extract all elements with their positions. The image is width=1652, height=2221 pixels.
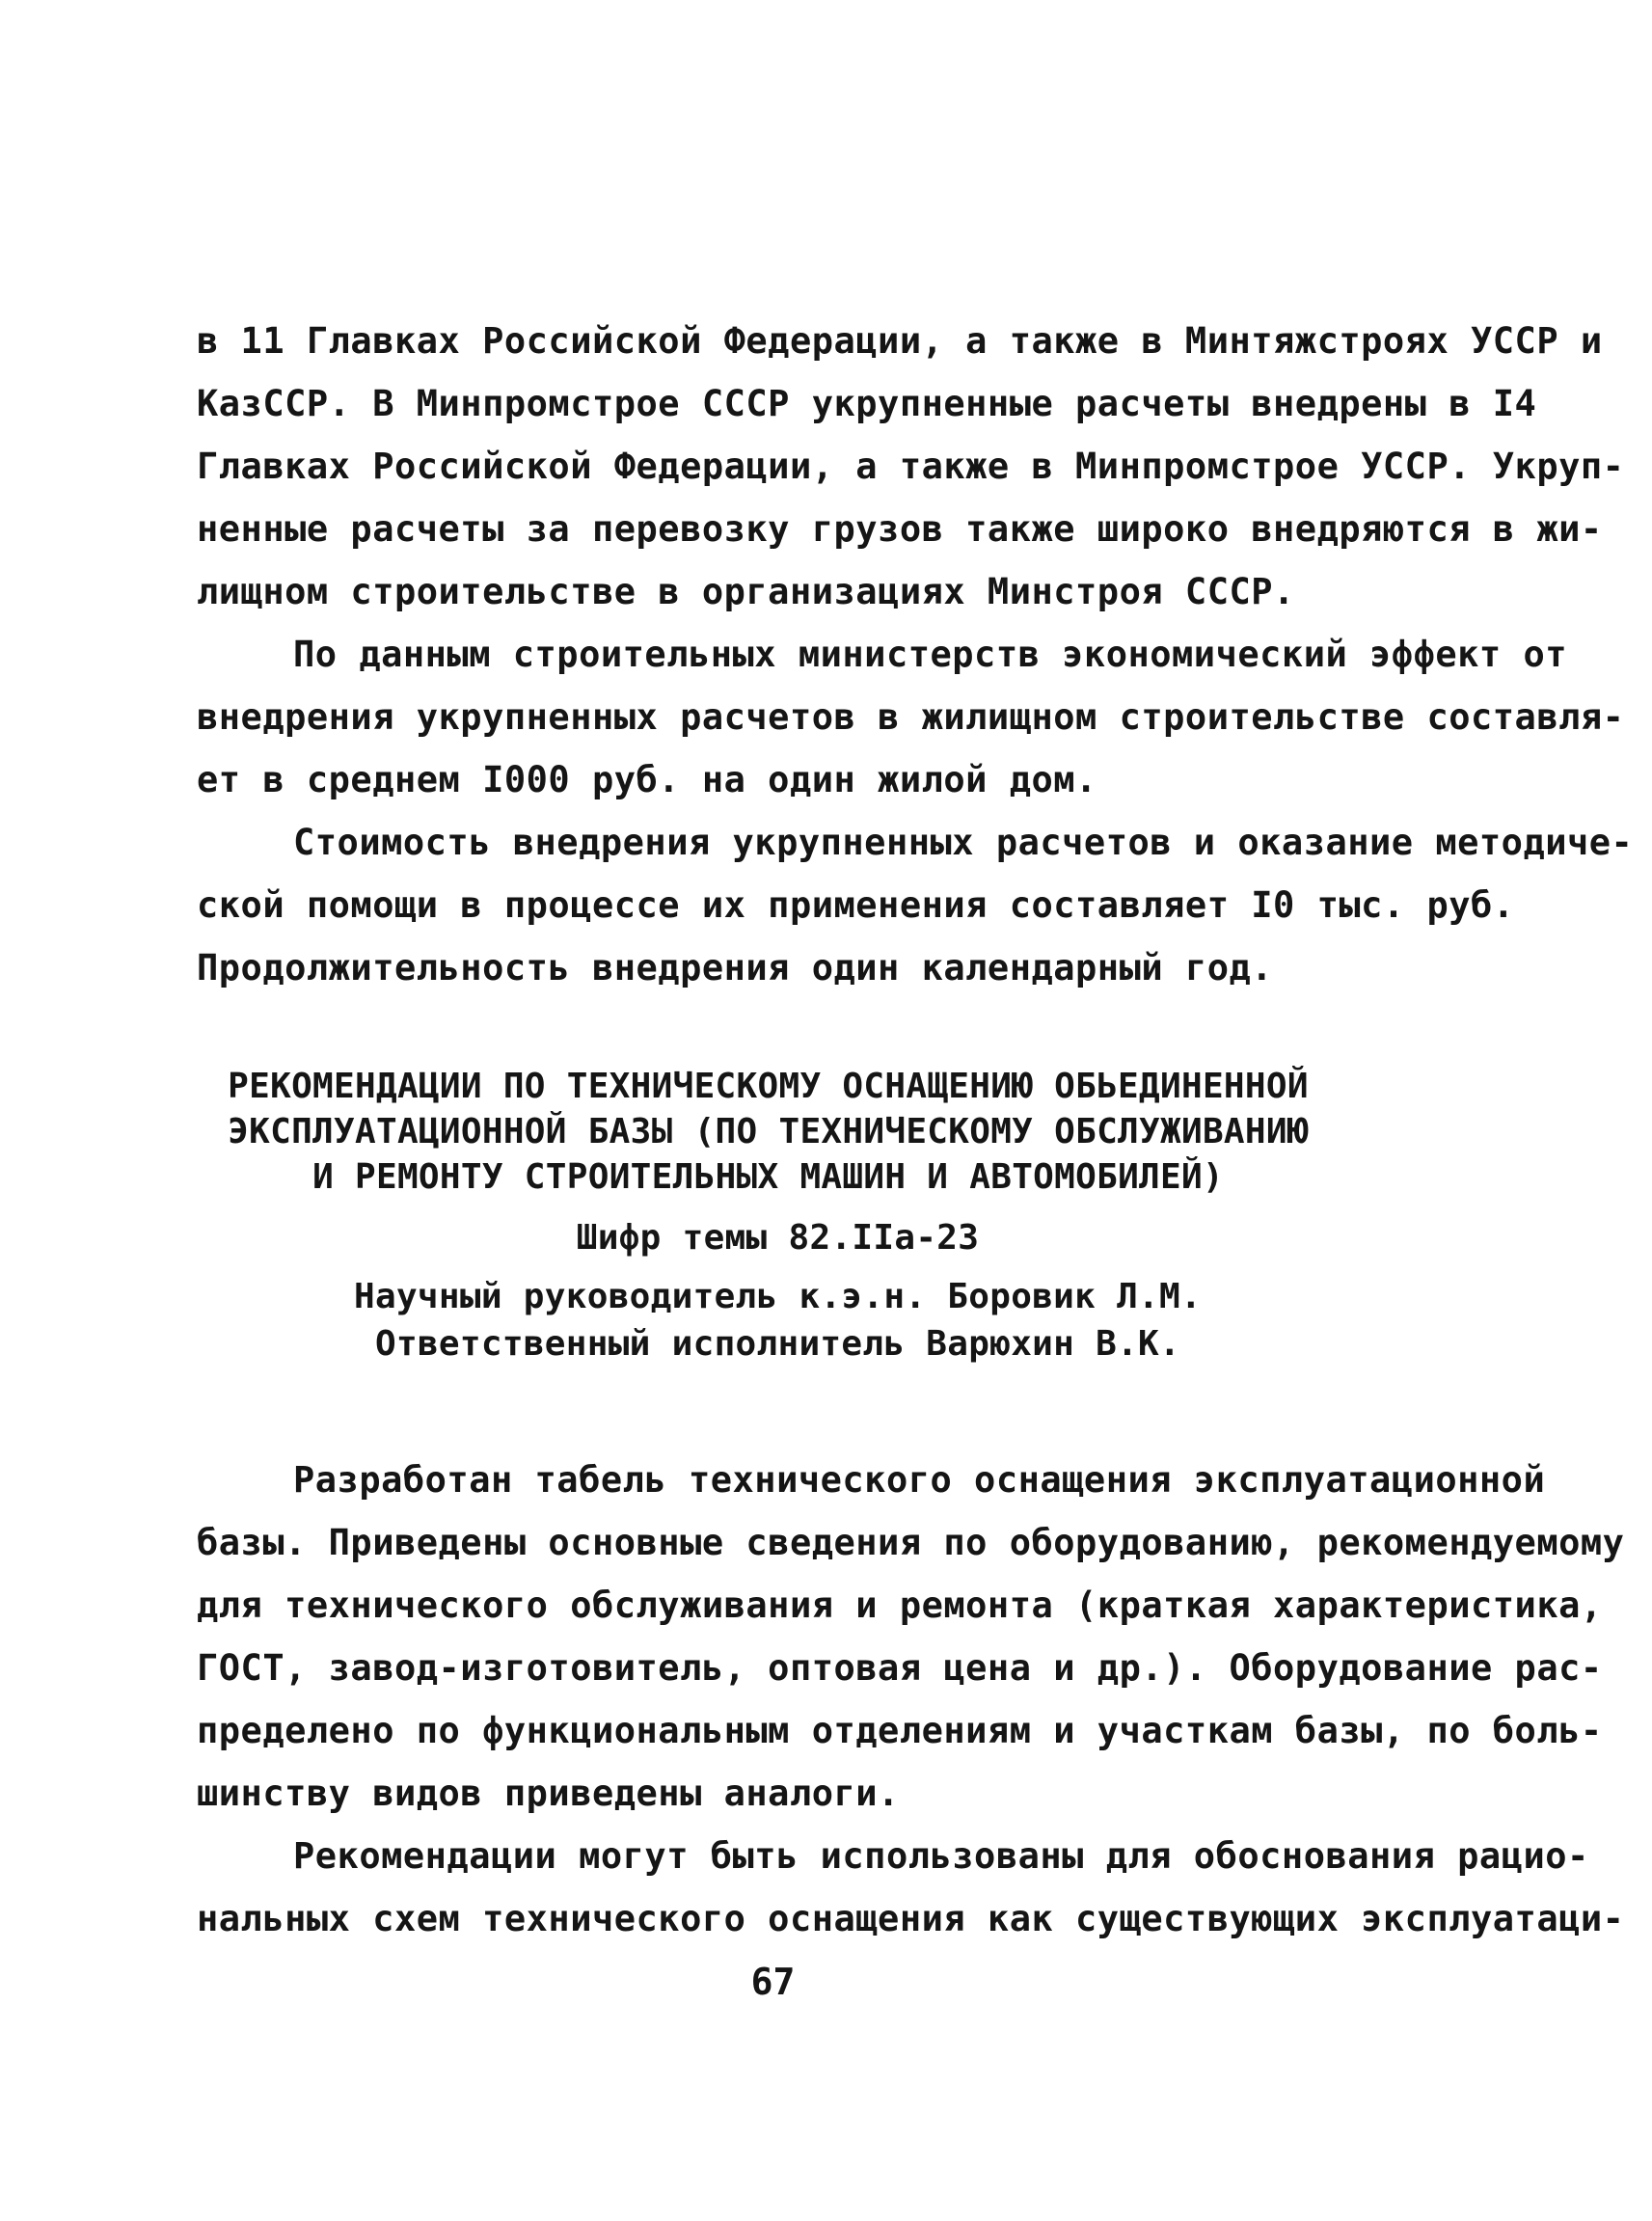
text-line: ской помощи в процессе их применения составляет I0 тыс. руб.	[197, 884, 1515, 926]
text-line: нальных схем технического оснащения как существующих эксплуатаци-	[197, 1898, 1625, 1939]
text-line: Рекомендации могут быть использованы для обоснования рацио-	[293, 1835, 1589, 1877]
text-line: в 11 Главках Российской Федерации, а также в Минтяжстроях УССР и	[197, 320, 1603, 362]
text-line: базы. Приведены основные сведения по оборудованию, рекомендуемому	[197, 1522, 1625, 1563]
text-line: Продолжительность внедрения один календарный год.	[197, 947, 1274, 989]
text-line: шинству видов приведены аналоги.	[197, 1773, 900, 1814]
text-line: Стоимость внедрения укрупненных расчетов и оказание методиче-	[293, 822, 1634, 863]
text-line: Разработан табель технического оснащения эксплуатационной	[293, 1459, 1546, 1501]
text-line: внедрения укрупненных расчетов в жилищном строительстве составля-	[197, 696, 1625, 738]
text-line: пределено по функциональным отделениям и участкам базы, по боль-	[197, 1710, 1603, 1751]
page-number: 67	[750, 1961, 796, 2003]
text-line: КазССР. В Минпромстрое СССР укрупненные расчеты внедрены в I4	[197, 383, 1537, 424]
text-line: ненные расчеты за перевозку грузов также широко внедряются в жи-	[197, 508, 1603, 550]
section-title-line: ЭКСПЛУАТАЦИОННОЙ БАЗЫ (ПО ТЕХНИЧЕСКОМУ ОБСЛУЖИВАНИЮ	[228, 1112, 1309, 1151]
section-title-line: И РЕМОНТУ СТРОИТЕЛЬНЫХ МАШИН И АВТОМОБИЛЕЙ)	[312, 1157, 1224, 1197]
theme-cipher: Шифр темы 82.IIа-23	[576, 1218, 980, 1258]
text-line: По данным строительных министерств экономический эффект от	[293, 634, 1568, 675]
text-line: ет в среднем I000 руб. на один жилой дом.	[197, 759, 1097, 800]
section-title-line: РЕКОМЕНДАЦИИ ПО ТЕХНИЧЕСКОМУ ОСНАЩЕНИЮ ОБЬЕДИНЕННОЙ	[228, 1067, 1309, 1106]
text-line: Главках Российской Федерации, а также в Минпромстрое УССР. Укруп-	[197, 446, 1625, 487]
responsible-executor: Ответственный исполнитель Варюхин В.К.	[374, 1324, 1180, 1364]
scientific-supervisor: Научный руководитель к.э.н. Боровик Л.М.	[354, 1277, 1202, 1316]
text-line: для технического обслуживания и ремонта (краткая характеристика,	[197, 1584, 1603, 1626]
text-line: лищном строительстве в организациях Минстроя СССР.	[197, 571, 1295, 612]
text-line: ГОСТ, завод-изготовитель, оптовая цена и др.). Оборудование рас-	[197, 1647, 1603, 1689]
